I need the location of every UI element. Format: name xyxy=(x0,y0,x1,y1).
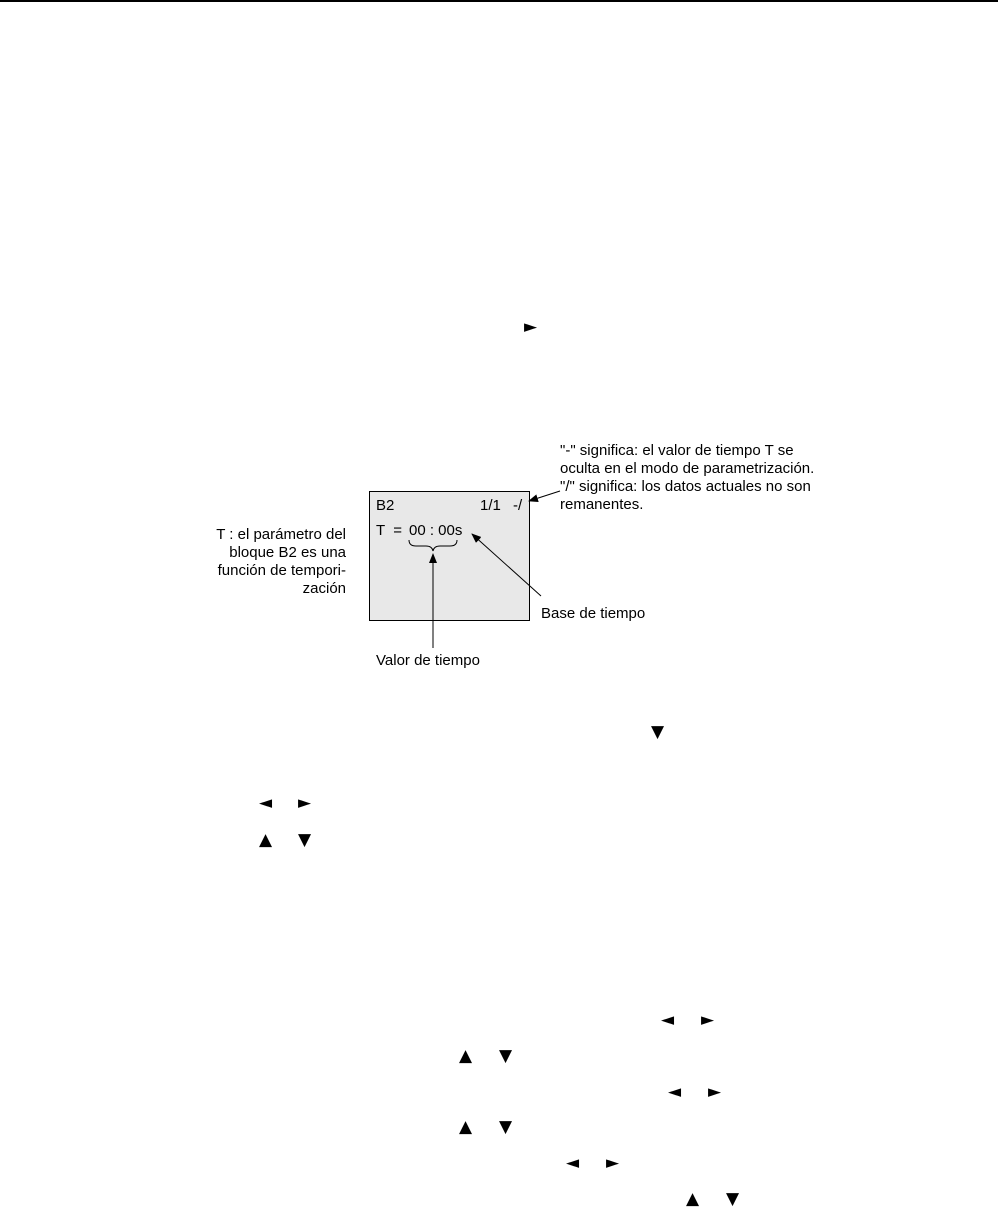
parameter-note-line: T : el parámetro del xyxy=(216,526,346,543)
up-key-icon: ▲ xyxy=(259,830,273,850)
down-key-icon: ▼ xyxy=(298,830,312,850)
left-key-icon: ◄ xyxy=(661,1010,675,1030)
down-key-icon: ▼ xyxy=(651,722,665,742)
timevalue-label: Valor de tiempo xyxy=(376,652,480,669)
timebase-label: Base de tiempo xyxy=(541,605,646,622)
down-key-icon: ▼ xyxy=(726,1189,740,1209)
up-key-icon: ▲ xyxy=(459,1046,473,1066)
right-key-icon: ► xyxy=(606,1153,620,1173)
parameter-note-line: función de tempori- xyxy=(217,562,346,579)
left-key-icon: ◄ xyxy=(259,793,273,813)
left-key-icon: ◄ xyxy=(566,1153,580,1173)
flags-note-line: "/" significa: los datos actuales no son xyxy=(560,478,811,495)
page-indicator: 1/1 xyxy=(480,497,501,514)
right-key-icon: ► xyxy=(524,317,538,337)
flags-note-line: remanentes. xyxy=(560,496,644,513)
right-key-icon: ► xyxy=(708,1082,722,1102)
flags-note-line: oculta en el modo de parametrización. xyxy=(560,460,815,477)
parameter-note-line: bloque B2 es una xyxy=(229,544,346,561)
down-key-icon: ▼ xyxy=(499,1117,513,1137)
flags-note-line: "-" significa: el valor de tiempo T se xyxy=(560,442,794,459)
parameter-label: T = xyxy=(376,522,402,539)
time-value-display: 00 : 00s xyxy=(409,522,463,539)
timebase-arrow xyxy=(472,534,541,596)
up-key-icon: ▲ xyxy=(459,1117,473,1137)
down-key-icon: ▼ xyxy=(499,1046,513,1066)
left-key-icon: ◄ xyxy=(668,1082,682,1102)
right-key-icon: ► xyxy=(701,1010,715,1030)
flags-arrow xyxy=(529,491,560,501)
parameter-note-line: zación xyxy=(302,580,346,597)
right-key-icon: ► xyxy=(298,793,312,813)
up-key-icon: ▲ xyxy=(686,1189,700,1209)
time-value-brace xyxy=(409,540,457,551)
block-label: B2 xyxy=(376,497,395,514)
flags-indicator: -/ xyxy=(513,497,523,514)
